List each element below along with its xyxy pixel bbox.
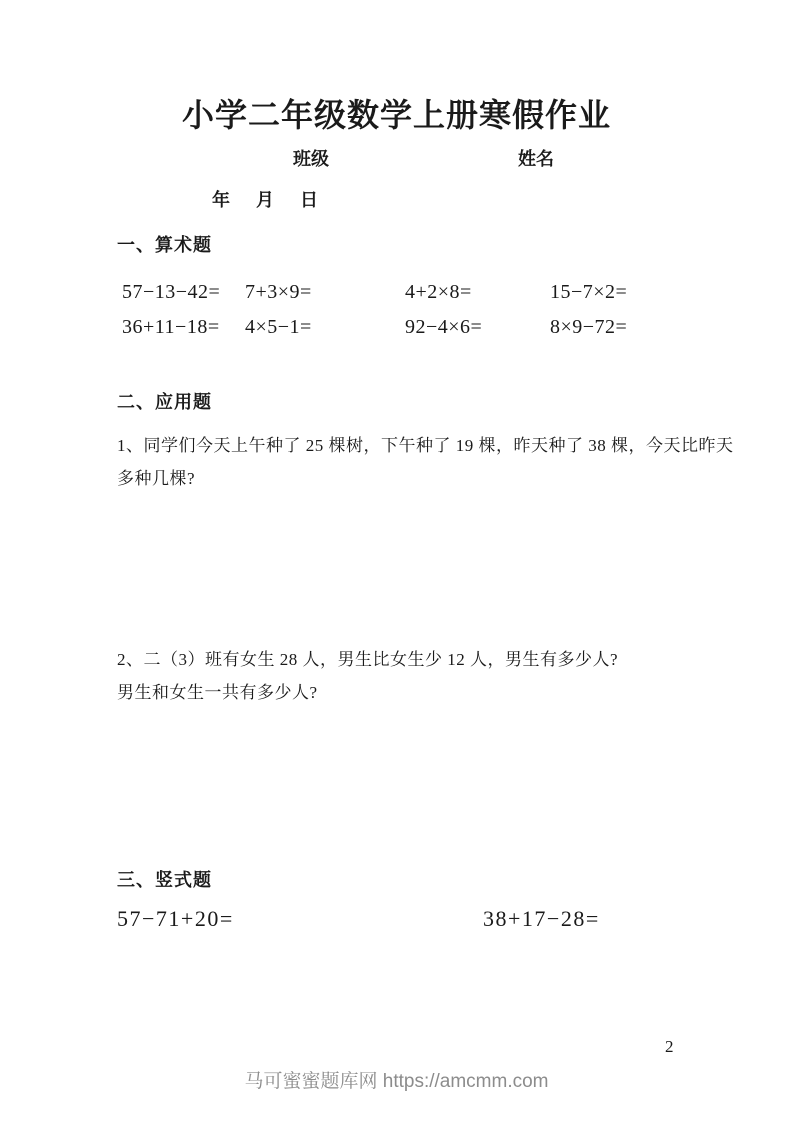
class-field-label: 班级	[293, 149, 329, 169]
arithmetic-problem: 4×5−1=	[245, 316, 312, 338]
section-heading-arithmetic: 一、算术题	[117, 235, 212, 255]
section-heading-vertical-form: 三、竖式题	[117, 870, 212, 890]
date-row	[212, 186, 318, 212]
word-problem-2-line-1: 2、二（3）班有女生 28 人，男生比女生少 12 人，男生有多少人?	[117, 650, 619, 669]
date-day-label: 日	[300, 190, 318, 210]
name-field-label: 姓名	[518, 149, 554, 169]
vertical-form-problem: 38+17−28=	[483, 906, 600, 931]
page-number: 2	[665, 1037, 674, 1056]
date-month-label: 月	[256, 190, 274, 210]
arithmetic-problem: 8×9−72=	[550, 316, 628, 338]
vertical-form-problem: 57−71+20=	[117, 906, 234, 931]
arithmetic-problem: 4+2×8=	[405, 281, 472, 303]
word-problem-1-line-1: 1、同学们今天上午种了 25 棵树，下午种了 19 棵，昨天种了 38 棵，今天比昨天	[117, 436, 734, 455]
footer-watermark: 马可蜜蜜题库网 https://amcmm.com	[244, 1071, 549, 1092]
section-heading-word-problems: 二、应用题	[117, 392, 212, 412]
arithmetic-problem: 7+3×9=	[245, 281, 312, 303]
word-problem-1-line-2: 多种几棵?	[117, 469, 196, 488]
arithmetic-problem: 92−4×6=	[405, 316, 483, 338]
arithmetic-problem: 57−13−42=	[122, 281, 221, 303]
word-problem-2-line-2: 男生和女生一共有多少人?	[117, 683, 318, 702]
arithmetic-problem: 15−7×2=	[550, 281, 628, 303]
arithmetic-problem: 36+11−18=	[122, 316, 220, 338]
page-title: 小学二年级数学上册寒假作业	[181, 97, 612, 133]
date-year-label: 年	[212, 190, 230, 210]
